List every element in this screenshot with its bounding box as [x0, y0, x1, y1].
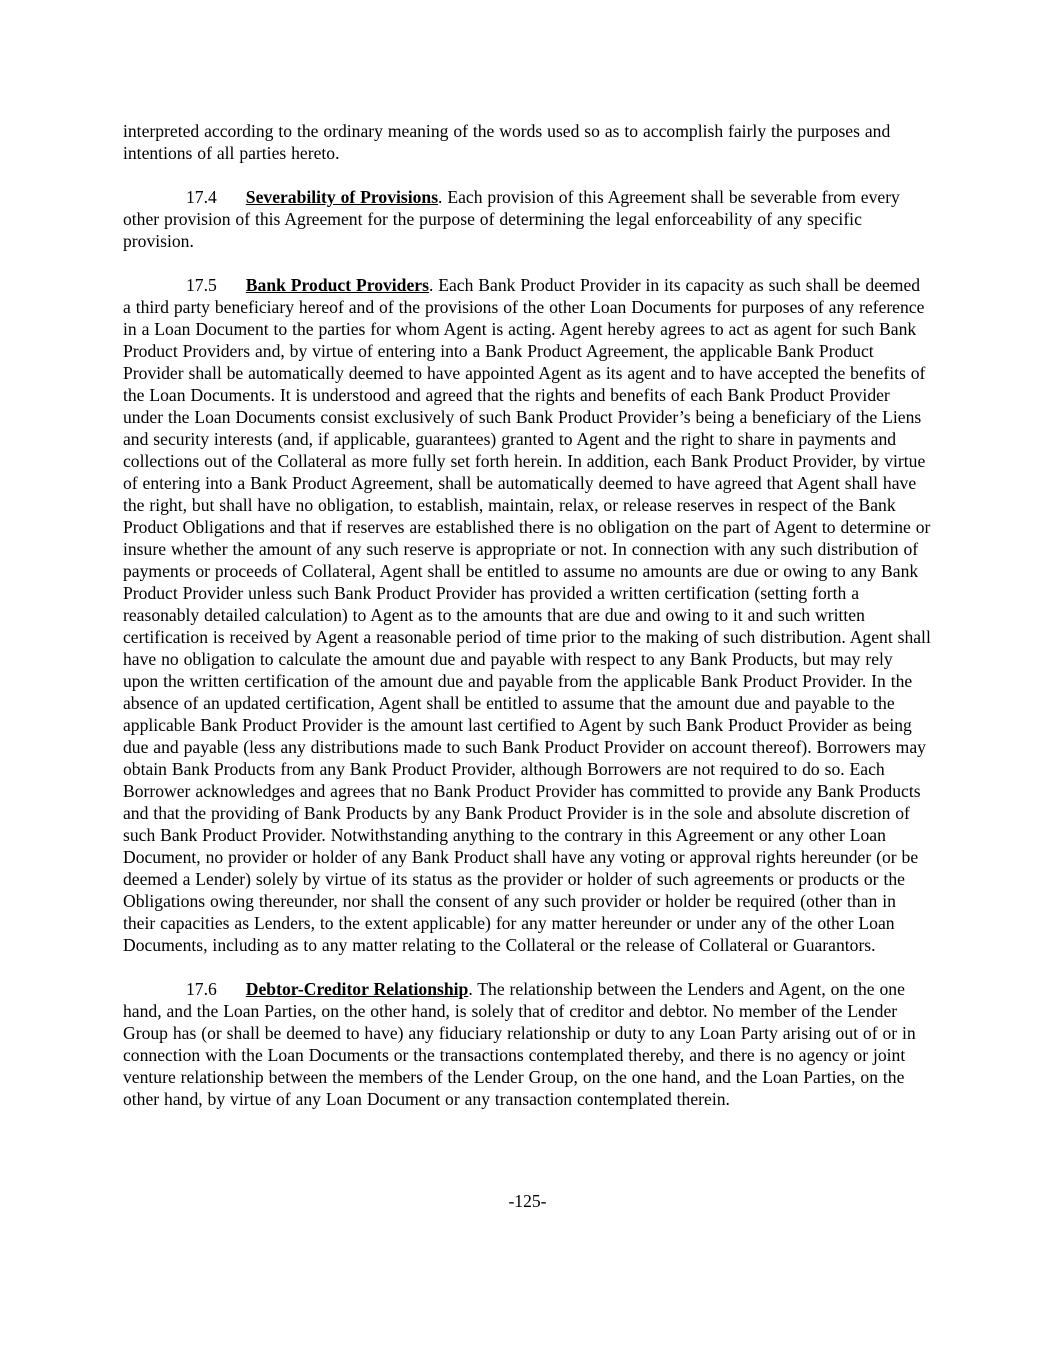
- section-paragraph-17-5: [123, 274, 931, 956]
- section-heading: Severability of Provisions: [245, 187, 439, 207]
- section-body: . The relationship between the Lenders and Agent, on the one hand, and the Loan Parties, on the other hand, is solely that of creditor and debtor. No member of the Lender Group has (or shall be deemed to have) any fiduciary relationship or duty to any Loan Party arising out of or in connection with the Loan Documents or the transactions contemplated thereby, and there is no agency or joint venture relationship between the members of the Lender Group, on the one hand, and the Loan Parties, on the other hand, by virtue of any Loan Document or any transaction contemplated therein.: [123, 979, 916, 1109]
- section-paragraph-17-6: [123, 978, 931, 1110]
- section-number: 17.4: [186, 187, 217, 207]
- section-heading: Debtor-Creditor Relationship: [245, 979, 469, 999]
- section-number: 17.5: [186, 275, 217, 295]
- section-body: . Each Bank Product Provider in its capacity as such shall be deemed a third party beneficiary hereof and of the provisions of the other Loan Documents for purposes of any reference in a Loan Document to the parties for whom Agent is acting. Agent hereby agrees to act as agent for such Bank Product Providers and, by virtue of entering into a Bank Product Agreement, the applicable Bank Product Provider shall be automatically deemed to have appointed Agent as its agent and to have accepted the benefits of the Loan Documents. It is understood and agreed that the rights and benefits of each Bank Product Provider under the Loan Documents consist exclusively of such Bank Product Provider’s being a beneficiary of the Liens and security interests (and, if applicable, guarantees) granted to Agent and the right to share in payments and collections out of the Collateral as more fully set forth herein. In addition, each Bank Product Provider, by virtue of entering into a Bank Product Agreement, shall be automatically deemed to have agreed that Agent shall have the right, but shall have no obligation, to establish, maintain, relax, or release reserves in respect of the Bank Product Obligations and that if reserves are established there is no obligation on the part of Agent to determine or insure whether the amount of any such reserve is appropriate or not. In connection with any such distribution of payments or proceeds of Collateral, Agent shall be entitled to assume no amounts are due or owing to any Bank Product Provider unless such Bank Product Provider has provided a written certification (setting forth a reasonably detailed calculation) to Agent as to the amounts that are due and owing to it and such written certification is received by Agent a reasonable period of time prior to the making of such distribution. Agent shall have no obligation to calculate the amount due and payable with respect to any Bank Products, but may rely upon the written certification of the amount due and payable from the applicable Bank Product Provider. In the absence of an updated certification, Agent shall be entitled to assume that the amount due and payable to the applicable Bank Product Provider is the amount last certified to Agent by such Bank Product Provider as being due and payable (less any distributions made to such Bank Product Provider on account thereof). Borrowers may obtain Bank Products from any Bank Product Provider, although Borrowers are not required to do so. Each Borrower acknowledges and agrees that no Bank Product Provider has committed to provide any Bank Products and that the providing of Bank Products by any Bank Product Provider is in the sole and absolute discretion of such Bank Product Provider. Notwithstanding anything to the contrary in this Agreement or any other Loan Document, no provider or holder of any Bank Product shall have any voting or approval rights hereunder (or be deemed a Lender) solely by virtue of its status as the provider or holder of such agreements or products or the Obligations owing thereunder, nor shall the consent of any such provider or holder be required (other than in their capacities as Lenders, to the extent applicable) for any matter hereunder or under any of the other Loan Documents, including as to any matter relating to the Collateral or the release of Collateral or Guarantors.: [123, 275, 931, 955]
- intro-paragraph: interpreted according to the ordinary meaning of the words used so as to accomplish fairly the purposes and intentions of all parties hereto.: [123, 121, 891, 163]
- section-body: . Each provision of this Agreement shall be severable from every other provision of this Agreement for the purpose of determining the legal enforceability of any specific provision.: [123, 187, 900, 251]
- section-number: 17.6: [186, 979, 217, 999]
- section-paragraph-17-4: [123, 186, 931, 252]
- page-number: -125-: [508, 1191, 547, 1211]
- section-heading: Bank Product Providers: [245, 275, 429, 295]
